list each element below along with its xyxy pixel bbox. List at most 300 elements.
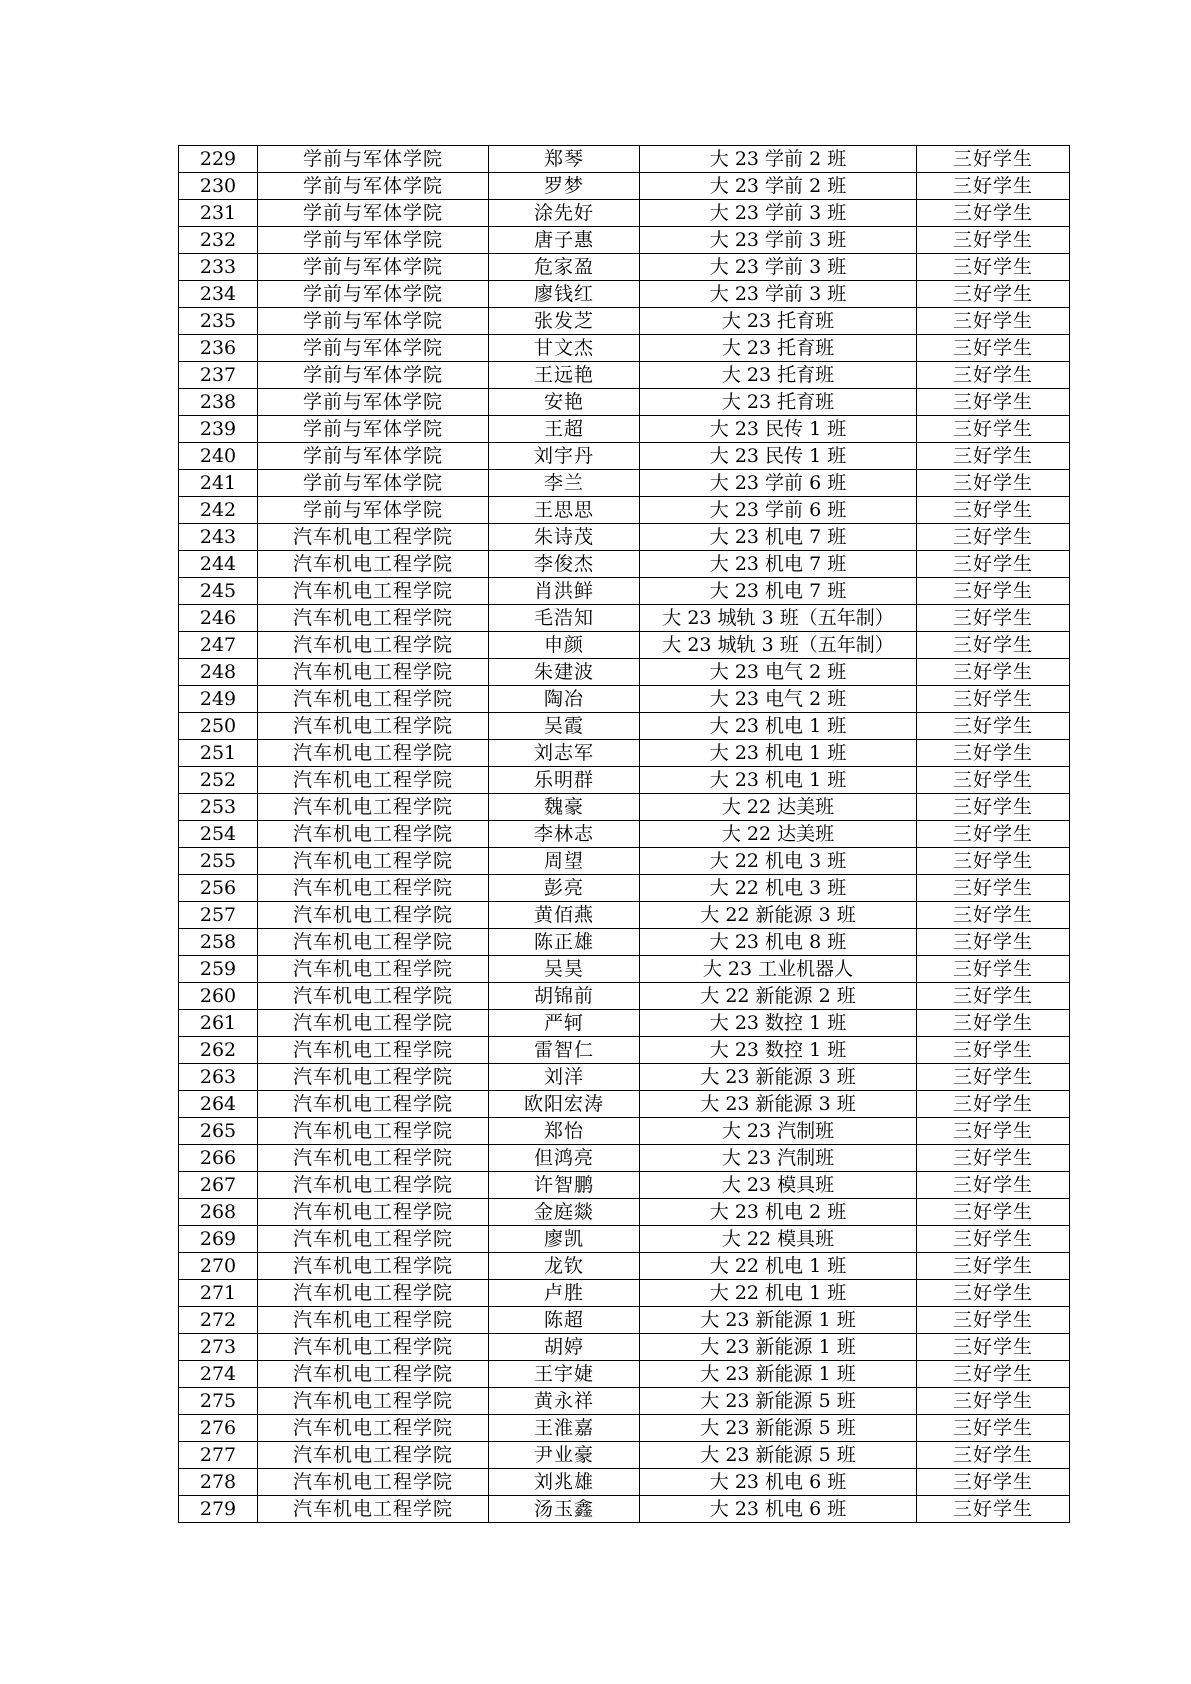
student-name-cell: 涂先好 xyxy=(489,200,640,227)
row-number-cell: 239 xyxy=(179,416,258,443)
class-name-cell: 大 23 新能源 1 班 xyxy=(640,1361,917,1388)
class-name-cell: 大 23 模具班 xyxy=(640,1172,917,1199)
college-cell: 汽车机电工程学院 xyxy=(258,1442,489,1469)
class-name-cell: 大 23 学前 3 班 xyxy=(640,200,917,227)
class-name-cell: 大 22 模具班 xyxy=(640,1226,917,1253)
row-number-cell: 232 xyxy=(179,227,258,254)
student-name-cell: 魏豪 xyxy=(489,794,640,821)
class-name-cell: 大 23 数控 1 班 xyxy=(640,1010,917,1037)
class-name-cell: 大 23 学前 3 班 xyxy=(640,227,917,254)
award-cell: 三好学生 xyxy=(917,794,1070,821)
class-name-cell: 大 23 机电 6 班 xyxy=(640,1469,917,1496)
college-cell: 汽车机电工程学院 xyxy=(258,740,489,767)
table-row xyxy=(179,1037,1070,1064)
class-name-cell: 大 23 学前 6 班 xyxy=(640,470,917,497)
student-name-cell: 王宇婕 xyxy=(489,1361,640,1388)
row-number-cell: 278 xyxy=(179,1469,258,1496)
table-row xyxy=(179,686,1070,713)
student-name-cell: 危家盈 xyxy=(489,254,640,281)
table-row xyxy=(179,740,1070,767)
student-name-cell: 刘洋 xyxy=(489,1064,640,1091)
college-cell: 汽车机电工程学院 xyxy=(258,1145,489,1172)
table-row xyxy=(179,497,1070,524)
row-number-cell: 250 xyxy=(179,713,258,740)
table-row xyxy=(179,470,1070,497)
class-name-cell: 大 22 机电 3 班 xyxy=(640,875,917,902)
class-name-cell: 大 23 托育班 xyxy=(640,362,917,389)
class-name-cell: 大 23 托育班 xyxy=(640,308,917,335)
college-cell: 汽车机电工程学院 xyxy=(258,1415,489,1442)
award-cell: 三好学生 xyxy=(917,983,1070,1010)
row-number-cell: 257 xyxy=(179,902,258,929)
row-number-cell: 248 xyxy=(179,659,258,686)
table-row xyxy=(179,821,1070,848)
row-number-cell: 237 xyxy=(179,362,258,389)
table-row xyxy=(179,1388,1070,1415)
class-name-cell: 大 23 机电 6 班 xyxy=(640,1496,917,1523)
award-cell: 三好学生 xyxy=(917,551,1070,578)
student-name-cell: 安艳 xyxy=(489,389,640,416)
student-name-cell: 金庭燚 xyxy=(489,1199,640,1226)
table-row xyxy=(179,146,1070,173)
row-number-cell: 271 xyxy=(179,1280,258,1307)
table-row xyxy=(179,362,1070,389)
table-row xyxy=(179,983,1070,1010)
award-cell: 三好学生 xyxy=(917,1307,1070,1334)
row-number-cell: 272 xyxy=(179,1307,258,1334)
student-name-cell: 胡锦前 xyxy=(489,983,640,1010)
award-cell: 三好学生 xyxy=(917,1469,1070,1496)
student-name-cell: 彭亮 xyxy=(489,875,640,902)
row-number-cell: 251 xyxy=(179,740,258,767)
award-cell: 三好学生 xyxy=(917,1334,1070,1361)
student-name-cell: 王思思 xyxy=(489,497,640,524)
award-cell: 三好学生 xyxy=(917,1442,1070,1469)
award-cell: 三好学生 xyxy=(917,227,1070,254)
row-number-cell: 266 xyxy=(179,1145,258,1172)
award-cell: 三好学生 xyxy=(917,335,1070,362)
row-number-cell: 258 xyxy=(179,929,258,956)
row-number-cell: 270 xyxy=(179,1253,258,1280)
row-number-cell: 243 xyxy=(179,524,258,551)
college-cell: 汽车机电工程学院 xyxy=(258,794,489,821)
class-name-cell: 大 22 达美班 xyxy=(640,821,917,848)
class-name-cell: 大 23 机电 7 班 xyxy=(640,551,917,578)
table-row xyxy=(179,443,1070,470)
row-number-cell: 273 xyxy=(179,1334,258,1361)
college-cell: 汽车机电工程学院 xyxy=(258,713,489,740)
row-number-cell: 236 xyxy=(179,335,258,362)
class-name-cell: 大 23 机电 8 班 xyxy=(640,929,917,956)
row-number-cell: 254 xyxy=(179,821,258,848)
row-number-cell: 233 xyxy=(179,254,258,281)
award-cell: 三好学生 xyxy=(917,524,1070,551)
student-name-cell: 唐子惠 xyxy=(489,227,640,254)
row-number-cell: 246 xyxy=(179,605,258,632)
award-cell: 三好学生 xyxy=(917,767,1070,794)
row-number-cell: 247 xyxy=(179,632,258,659)
table-row xyxy=(179,1064,1070,1091)
row-number-cell: 242 xyxy=(179,497,258,524)
row-number-cell: 274 xyxy=(179,1361,258,1388)
student-name-cell: 郑怡 xyxy=(489,1118,640,1145)
class-name-cell: 大 23 学前 6 班 xyxy=(640,497,917,524)
table-row xyxy=(179,632,1070,659)
row-number-cell: 252 xyxy=(179,767,258,794)
table-row xyxy=(179,1442,1070,1469)
award-cell: 三好学生 xyxy=(917,686,1070,713)
table-row xyxy=(179,227,1070,254)
row-number-cell: 234 xyxy=(179,281,258,308)
table-row xyxy=(179,605,1070,632)
college-cell: 汽车机电工程学院 xyxy=(258,659,489,686)
student-name-cell: 肖洪鲜 xyxy=(489,578,640,605)
student-name-cell: 吴霞 xyxy=(489,713,640,740)
college-cell: 汽车机电工程学院 xyxy=(258,1253,489,1280)
student-name-cell: 黄永祥 xyxy=(489,1388,640,1415)
award-cell: 三好学生 xyxy=(917,1280,1070,1307)
award-cell: 三好学生 xyxy=(917,416,1070,443)
class-name-cell: 大 23 新能源 1 班 xyxy=(640,1334,917,1361)
table-row xyxy=(179,713,1070,740)
college-cell: 学前与军体学院 xyxy=(258,200,489,227)
award-cell: 三好学生 xyxy=(917,1037,1070,1064)
college-cell: 学前与军体学院 xyxy=(258,308,489,335)
college-cell: 汽车机电工程学院 xyxy=(258,686,489,713)
class-name-cell: 大 23 托育班 xyxy=(640,335,917,362)
row-number-cell: 275 xyxy=(179,1388,258,1415)
student-name-cell: 刘宇丹 xyxy=(489,443,640,470)
award-cell: 三好学生 xyxy=(917,902,1070,929)
class-name-cell: 大 22 新能源 2 班 xyxy=(640,983,917,1010)
table-row xyxy=(179,929,1070,956)
award-cell: 三好学生 xyxy=(917,497,1070,524)
award-cell: 三好学生 xyxy=(917,200,1070,227)
college-cell: 汽车机电工程学院 xyxy=(258,1010,489,1037)
table-row xyxy=(179,1307,1070,1334)
table-body xyxy=(179,146,1070,1523)
student-name-cell: 许智鹏 xyxy=(489,1172,640,1199)
student-name-cell: 王远艳 xyxy=(489,362,640,389)
class-name-cell: 大 22 机电 1 班 xyxy=(640,1253,917,1280)
class-name-cell: 大 23 托育班 xyxy=(640,389,917,416)
table-row xyxy=(179,1361,1070,1388)
table-row xyxy=(179,1496,1070,1523)
award-cell: 三好学生 xyxy=(917,254,1070,281)
row-number-cell: 264 xyxy=(179,1091,258,1118)
row-number-cell: 255 xyxy=(179,848,258,875)
college-cell: 学前与军体学院 xyxy=(258,146,489,173)
award-cell: 三好学生 xyxy=(917,740,1070,767)
college-cell: 学前与军体学院 xyxy=(258,227,489,254)
class-name-cell: 大 23 汽制班 xyxy=(640,1118,917,1145)
row-number-cell: 262 xyxy=(179,1037,258,1064)
college-cell: 汽车机电工程学院 xyxy=(258,1361,489,1388)
college-cell: 学前与军体学院 xyxy=(258,173,489,200)
class-name-cell: 大 23 电气 2 班 xyxy=(640,659,917,686)
student-name-cell: 周望 xyxy=(489,848,640,875)
class-name-cell: 大 23 民传 1 班 xyxy=(640,416,917,443)
table-row xyxy=(179,524,1070,551)
award-cell: 三好学生 xyxy=(917,1388,1070,1415)
college-cell: 汽车机电工程学院 xyxy=(258,1334,489,1361)
class-name-cell: 大 23 民传 1 班 xyxy=(640,443,917,470)
row-number-cell: 260 xyxy=(179,983,258,1010)
class-name-cell: 大 23 电气 2 班 xyxy=(640,686,917,713)
table-row xyxy=(179,1469,1070,1496)
award-cell: 三好学生 xyxy=(917,389,1070,416)
row-number-cell: 269 xyxy=(179,1226,258,1253)
college-cell: 学前与军体学院 xyxy=(258,362,489,389)
table-row xyxy=(179,848,1070,875)
table-row xyxy=(179,1091,1070,1118)
student-name-cell: 李俊杰 xyxy=(489,551,640,578)
college-cell: 汽车机电工程学院 xyxy=(258,1307,489,1334)
award-cell: 三好学生 xyxy=(917,578,1070,605)
row-number-cell: 276 xyxy=(179,1415,258,1442)
college-cell: 汽车机电工程学院 xyxy=(258,1280,489,1307)
college-cell: 汽车机电工程学院 xyxy=(258,1064,489,1091)
award-cell: 三好学生 xyxy=(917,848,1070,875)
student-award-table xyxy=(178,145,1070,1523)
table-row xyxy=(179,1118,1070,1145)
award-cell: 三好学生 xyxy=(917,443,1070,470)
row-number-cell: 229 xyxy=(179,146,258,173)
row-number-cell: 241 xyxy=(179,470,258,497)
award-cell: 三好学生 xyxy=(917,1010,1070,1037)
college-cell: 汽车机电工程学院 xyxy=(258,929,489,956)
student-name-cell: 卢胜 xyxy=(489,1280,640,1307)
table-row xyxy=(179,875,1070,902)
student-name-cell: 罗梦 xyxy=(489,173,640,200)
student-name-cell: 但鸿亮 xyxy=(489,1145,640,1172)
row-number-cell: 249 xyxy=(179,686,258,713)
class-name-cell: 大 23 新能源 5 班 xyxy=(640,1415,917,1442)
award-cell: 三好学生 xyxy=(917,1361,1070,1388)
student-name-cell: 李兰 xyxy=(489,470,640,497)
student-name-cell: 郑琴 xyxy=(489,146,640,173)
table-row xyxy=(179,1415,1070,1442)
class-name-cell: 大 22 机电 1 班 xyxy=(640,1280,917,1307)
row-number-cell: 235 xyxy=(179,308,258,335)
row-number-cell: 231 xyxy=(179,200,258,227)
award-cell: 三好学生 xyxy=(917,470,1070,497)
college-cell: 学前与军体学院 xyxy=(258,389,489,416)
class-name-cell: 大 22 达美班 xyxy=(640,794,917,821)
award-cell: 三好学生 xyxy=(917,605,1070,632)
award-cell: 三好学生 xyxy=(917,1226,1070,1253)
award-cell: 三好学生 xyxy=(917,632,1070,659)
award-cell: 三好学生 xyxy=(917,956,1070,983)
table-row xyxy=(179,416,1070,443)
class-name-cell: 大 22 新能源 3 班 xyxy=(640,902,917,929)
table-row xyxy=(179,1172,1070,1199)
class-name-cell: 大 23 新能源 5 班 xyxy=(640,1388,917,1415)
college-cell: 汽车机电工程学院 xyxy=(258,1388,489,1415)
college-cell: 学前与军体学院 xyxy=(258,335,489,362)
award-cell: 三好学生 xyxy=(917,821,1070,848)
class-name-cell: 大 23 机电 2 班 xyxy=(640,1199,917,1226)
table-row xyxy=(179,659,1070,686)
college-cell: 学前与军体学院 xyxy=(258,281,489,308)
class-name-cell: 大 23 新能源 5 班 xyxy=(640,1442,917,1469)
table-row xyxy=(179,956,1070,983)
student-name-cell: 龙钦 xyxy=(489,1253,640,1280)
table-row xyxy=(179,335,1070,362)
award-cell: 三好学生 xyxy=(917,1064,1070,1091)
class-name-cell: 大 23 工业机器人 xyxy=(640,956,917,983)
award-cell: 三好学生 xyxy=(917,1496,1070,1523)
student-name-cell: 王淮嘉 xyxy=(489,1415,640,1442)
college-cell: 学前与军体学院 xyxy=(258,497,489,524)
college-cell: 汽车机电工程学院 xyxy=(258,1469,489,1496)
row-number-cell: 268 xyxy=(179,1199,258,1226)
class-name-cell: 大 23 城轨 3 班（五年制） xyxy=(640,632,917,659)
table-row xyxy=(179,767,1070,794)
table-row xyxy=(179,1334,1070,1361)
college-cell: 学前与军体学院 xyxy=(258,416,489,443)
student-name-cell: 雷智仁 xyxy=(489,1037,640,1064)
college-cell: 汽车机电工程学院 xyxy=(258,1226,489,1253)
row-number-cell: 267 xyxy=(179,1172,258,1199)
award-cell: 三好学生 xyxy=(917,1118,1070,1145)
table-row xyxy=(179,794,1070,821)
table-row xyxy=(179,308,1070,335)
table-row xyxy=(179,902,1070,929)
student-name-cell: 刘志军 xyxy=(489,740,640,767)
award-cell: 三好学生 xyxy=(917,362,1070,389)
class-name-cell: 大 23 新能源 1 班 xyxy=(640,1307,917,1334)
student-name-cell: 廖凯 xyxy=(489,1226,640,1253)
table-row xyxy=(179,578,1070,605)
college-cell: 汽车机电工程学院 xyxy=(258,1091,489,1118)
table-row xyxy=(179,551,1070,578)
row-number-cell: 256 xyxy=(179,875,258,902)
row-number-cell: 263 xyxy=(179,1064,258,1091)
row-number-cell: 230 xyxy=(179,173,258,200)
college-cell: 汽车机电工程学院 xyxy=(258,821,489,848)
table-row xyxy=(179,1145,1070,1172)
class-name-cell: 大 23 汽制班 xyxy=(640,1145,917,1172)
class-name-cell: 大 23 机电 1 班 xyxy=(640,713,917,740)
student-name-cell: 廖钱红 xyxy=(489,281,640,308)
student-name-cell: 乐明群 xyxy=(489,767,640,794)
college-cell: 汽车机电工程学院 xyxy=(258,902,489,929)
table-row xyxy=(179,173,1070,200)
row-number-cell: 253 xyxy=(179,794,258,821)
row-number-cell: 245 xyxy=(179,578,258,605)
student-name-cell: 张发芝 xyxy=(489,308,640,335)
table-row xyxy=(179,1226,1070,1253)
award-cell: 三好学生 xyxy=(917,875,1070,902)
award-cell: 三好学生 xyxy=(917,308,1070,335)
student-name-cell: 陶冶 xyxy=(489,686,640,713)
student-name-cell: 汤玉鑫 xyxy=(489,1496,640,1523)
student-name-cell: 黄佰燕 xyxy=(489,902,640,929)
row-number-cell: 240 xyxy=(179,443,258,470)
award-cell: 三好学生 xyxy=(917,659,1070,686)
award-cell: 三好学生 xyxy=(917,713,1070,740)
row-number-cell: 261 xyxy=(179,1010,258,1037)
class-name-cell: 大 23 新能源 3 班 xyxy=(640,1091,917,1118)
student-name-cell: 甘文杰 xyxy=(489,335,640,362)
class-name-cell: 大 23 学前 2 班 xyxy=(640,173,917,200)
college-cell: 汽车机电工程学院 xyxy=(258,632,489,659)
class-name-cell: 大 23 机电 1 班 xyxy=(640,767,917,794)
college-cell: 汽车机电工程学院 xyxy=(258,1172,489,1199)
row-number-cell: 265 xyxy=(179,1118,258,1145)
college-cell: 汽车机电工程学院 xyxy=(258,767,489,794)
table-row xyxy=(179,1253,1070,1280)
college-cell: 汽车机电工程学院 xyxy=(258,551,489,578)
table-row xyxy=(179,1199,1070,1226)
table-row xyxy=(179,200,1070,227)
row-number-cell: 277 xyxy=(179,1442,258,1469)
student-name-cell: 胡婷 xyxy=(489,1334,640,1361)
award-cell: 三好学生 xyxy=(917,146,1070,173)
award-cell: 三好学生 xyxy=(917,1253,1070,1280)
table-row xyxy=(179,1280,1070,1307)
student-name-cell: 严轲 xyxy=(489,1010,640,1037)
class-name-cell: 大 23 数控 1 班 xyxy=(640,1037,917,1064)
college-cell: 汽车机电工程学院 xyxy=(258,983,489,1010)
table-row xyxy=(179,1010,1070,1037)
class-name-cell: 大 23 城轨 3 班（五年制） xyxy=(640,605,917,632)
student-name-cell: 毛浩知 xyxy=(489,605,640,632)
college-cell: 学前与军体学院 xyxy=(258,470,489,497)
award-cell: 三好学生 xyxy=(917,1091,1070,1118)
college-cell: 汽车机电工程学院 xyxy=(258,1496,489,1523)
class-name-cell: 大 23 学前 2 班 xyxy=(640,146,917,173)
class-name-cell: 大 23 机电 7 班 xyxy=(640,524,917,551)
student-name-cell: 李林志 xyxy=(489,821,640,848)
student-name-cell: 陈超 xyxy=(489,1307,640,1334)
class-name-cell: 大 22 机电 3 班 xyxy=(640,848,917,875)
award-cell: 三好学生 xyxy=(917,1172,1070,1199)
table-row xyxy=(179,281,1070,308)
student-name-cell: 吴昊 xyxy=(489,956,640,983)
class-name-cell: 大 23 学前 3 班 xyxy=(640,254,917,281)
college-cell: 汽车机电工程学院 xyxy=(258,956,489,983)
student-name-cell: 陈正雄 xyxy=(489,929,640,956)
class-name-cell: 大 23 机电 7 班 xyxy=(640,578,917,605)
student-name-cell: 欧阳宏涛 xyxy=(489,1091,640,1118)
college-cell: 汽车机电工程学院 xyxy=(258,578,489,605)
award-cell: 三好学生 xyxy=(917,1145,1070,1172)
student-name-cell: 朱诗茂 xyxy=(489,524,640,551)
college-cell: 汽车机电工程学院 xyxy=(258,1037,489,1064)
student-name-cell: 朱建波 xyxy=(489,659,640,686)
table-row xyxy=(179,389,1070,416)
college-cell: 汽车机电工程学院 xyxy=(258,875,489,902)
row-number-cell: 259 xyxy=(179,956,258,983)
award-cell: 三好学生 xyxy=(917,929,1070,956)
student-name-cell: 刘兆雄 xyxy=(489,1469,640,1496)
class-name-cell: 大 23 机电 1 班 xyxy=(640,740,917,767)
award-cell: 三好学生 xyxy=(917,1415,1070,1442)
class-name-cell: 大 23 学前 3 班 xyxy=(640,281,917,308)
table-row xyxy=(179,254,1070,281)
college-cell: 汽车机电工程学院 xyxy=(258,605,489,632)
row-number-cell: 238 xyxy=(179,389,258,416)
college-cell: 汽车机电工程学院 xyxy=(258,1199,489,1226)
class-name-cell: 大 23 新能源 3 班 xyxy=(640,1064,917,1091)
student-name-cell: 王超 xyxy=(489,416,640,443)
row-number-cell: 244 xyxy=(179,551,258,578)
college-cell: 汽车机电工程学院 xyxy=(258,1118,489,1145)
college-cell: 汽车机电工程学院 xyxy=(258,524,489,551)
award-cell: 三好学生 xyxy=(917,173,1070,200)
